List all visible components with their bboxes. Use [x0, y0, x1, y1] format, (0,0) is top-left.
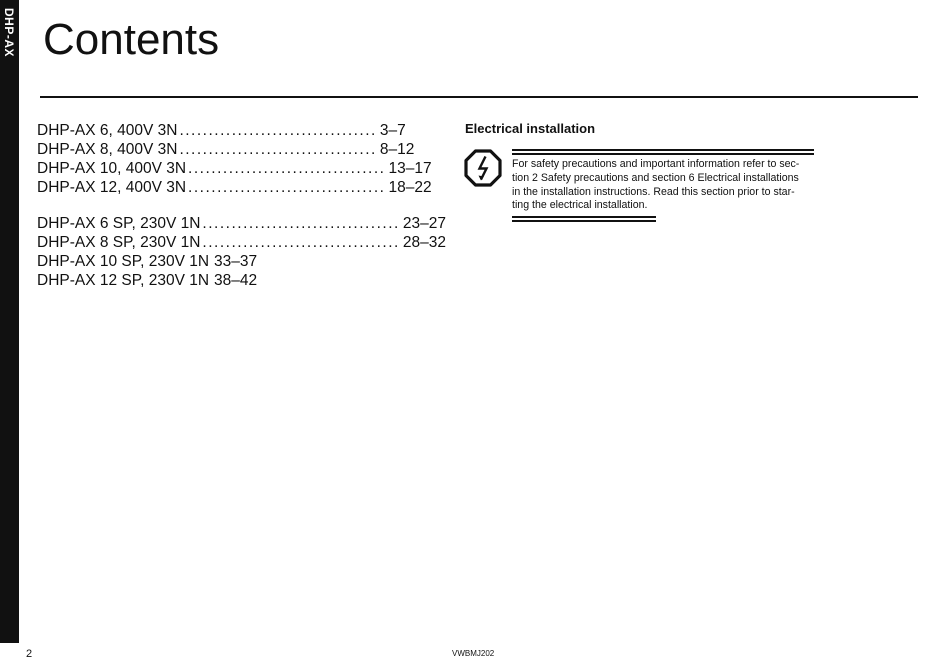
side-tab	[0, 0, 19, 643]
document-code: VWBMJ202	[452, 649, 495, 658]
electrical-installation-heading: Electrical installation	[465, 121, 596, 136]
toc-entry-pages: 13–17	[388, 160, 432, 177]
toc-entry[interactable]	[37, 178, 432, 197]
notice-line: in the installation instructions. Read this section prior to star-	[512, 185, 795, 198]
table-of-contents	[37, 121, 446, 307]
toc-entry[interactable]	[37, 233, 446, 252]
toc-entry-pages: 38–42	[214, 272, 258, 289]
electrical-notice-text	[512, 158, 814, 213]
toc-leader-dots: ..................................	[202, 234, 400, 251]
side-tab-label: DHP-AX	[2, 8, 16, 58]
title-divider	[40, 96, 918, 98]
toc-entry-title: DHP-AX 6, 400V 3N	[37, 122, 178, 139]
toc-group-400v	[37, 121, 432, 197]
toc-entry[interactable]	[37, 214, 446, 233]
toc-entry[interactable]	[37, 140, 415, 159]
notice-line: ting the electrical installation.	[512, 199, 648, 212]
toc-entry-title: DHP-AX 8 SP, 230V 1N	[37, 234, 201, 251]
toc-entry[interactable]	[37, 121, 406, 140]
toc-entry-pages: 28–32	[402, 234, 446, 251]
notice-bottom-rule	[512, 216, 656, 224]
page-title: Contents	[43, 15, 220, 64]
toc-entry-pages: 23–27	[402, 215, 446, 232]
toc-entry[interactable]	[37, 252, 258, 271]
notice-line: For safety precautions and important information refer to sec-	[512, 158, 800, 170]
notice-line: tion 2 Safety precautions and section 6 Electrical installations	[512, 171, 799, 184]
toc-leader-dots: ..................................	[179, 141, 377, 158]
toc-entry-pages: 33–37	[214, 253, 258, 270]
notice-top-rule	[512, 149, 814, 157]
page-number: 2	[26, 648, 33, 660]
toc-entry-title: DHP-AX 12, 400V 3N	[37, 179, 187, 196]
toc-entry-title: DHP-AX 10, 400V 3N	[37, 160, 187, 177]
toc-group-230v	[37, 214, 446, 290]
toc-leader-dots: ..................................	[179, 122, 377, 139]
toc-entry-pages: 8–12	[379, 141, 415, 158]
toc-entry[interactable]	[37, 159, 432, 178]
toc-entry-pages: 18–22	[388, 179, 432, 196]
toc-leader-dots: ..................................	[202, 215, 400, 232]
toc-entry-title: DHP-AX 12 SP, 230V 1N	[37, 272, 210, 289]
high-voltage-warning-icon	[464, 149, 502, 187]
toc-leader-dots: ..................................	[188, 160, 386, 177]
toc-entry-title: DHP-AX 6 SP, 230V 1N	[37, 215, 201, 232]
toc-leader-dots: ..................................	[188, 179, 386, 196]
toc-entry-title: DHP-AX 10 SP, 230V 1N	[37, 253, 210, 270]
toc-entry-pages: 3–7	[379, 122, 406, 139]
toc-entry[interactable]	[37, 271, 258, 290]
toc-entry-title: DHP-AX 8, 400V 3N	[37, 141, 178, 158]
